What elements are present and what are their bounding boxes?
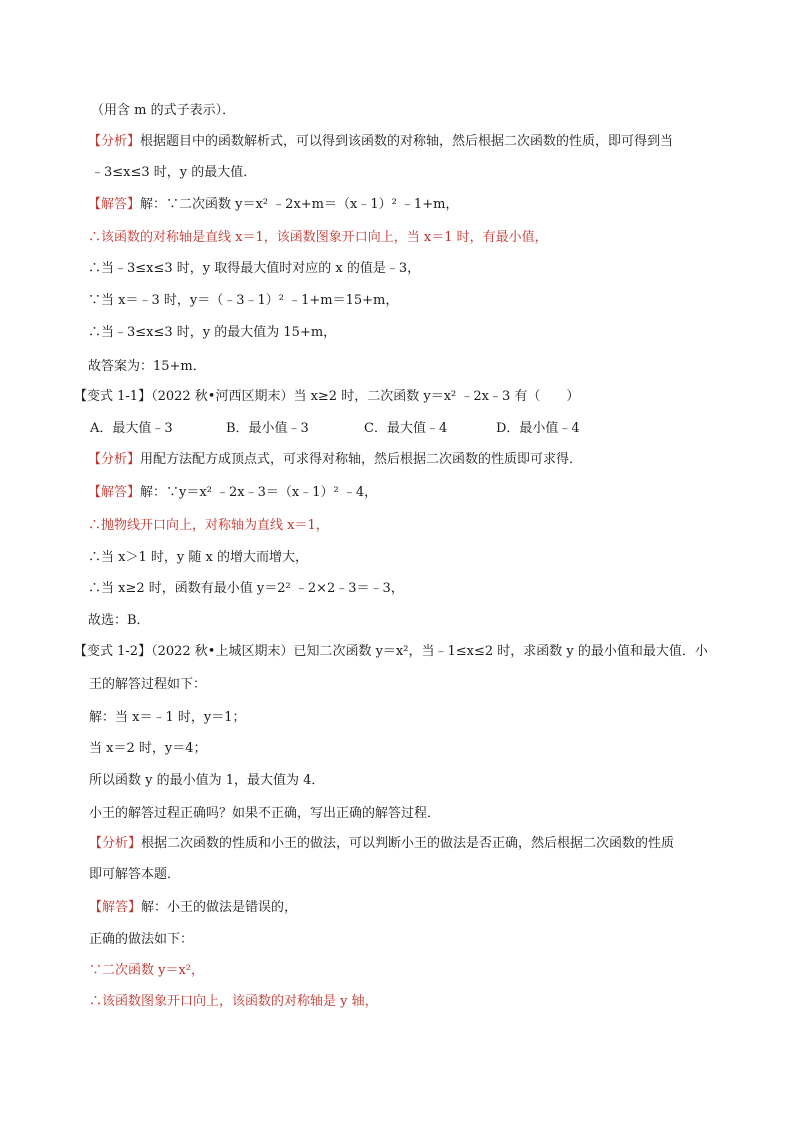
text-line [89,740,206,758]
line-text: ∴当﹣3≤x≤3 时，y 取得最大值时对应的 x 的值是﹣3， [88,261,421,276]
line-text: 解：∵二次函数 y＝x² ﹣2x+m＝（x﹣1）² ﹣1+m， [140,197,459,212]
section-tag: 【解答】 [89,900,142,915]
line-text: 根据二次函数的性质和小王的做法，可以判断小王的做法是否正确，然后根据二次函数的性质 [141,836,675,851]
choice-option: C．最大值﹣4 [364,421,448,436]
text-line [88,324,336,342]
line-text: 王的解答过程如下： [89,677,207,692]
line-text: 正确的做法如下： [89,932,194,947]
section-tag: 【分析】 [88,134,141,149]
section-tag: 【分析】 [88,452,141,467]
line-text: ﹣3≤x≤3 时，y 的最大值． [91,165,257,180]
text-line [89,805,440,823]
text-line [91,102,235,120]
line-text: 解：当 x＝﹣1 时，y＝1； [89,710,246,725]
line-text: ∴当﹣3≤x≤3 时，y 的最大值为 15+m， [88,325,337,340]
choice-option: D．最小值﹣4 [496,421,580,436]
text-line [88,549,308,567]
line-text: ∴该函数图象开口向上，该函数的对称轴是 y 轴， [89,994,378,1009]
line-text: 【变式 1-2】（2022 秋•上城区期末）已知二次函数 y＝x²，当﹣1≤x≤2 时，求函数 y 的最小值和最大值．小 [74,644,708,659]
line-text: ∴当 x＞1 时，y 随 x 的增大而增大， [88,550,308,565]
text-line [88,292,398,310]
line-text: 根据题目中的函数解析式，可以得到该函数的对称轴，然后根据二次函数的性质，即可得到当 [140,134,674,149]
text-line [74,388,579,406]
line-text: 小王的解答过程正确吗？如果不正确，写出正确的解答过程． [89,806,441,821]
text-line [74,643,708,661]
line-text: 所以函数 y 的最小值为 1，最大值为 4． [89,773,325,788]
text-line [89,866,180,884]
text-line [89,962,204,980]
text-line [88,358,206,376]
text-line [89,835,674,853]
line-text: 故选：B． [88,613,150,628]
text-line [89,772,324,790]
line-text: 故答案为：15+m． [88,359,206,374]
choice-option: A．最大值﹣3 [90,421,173,436]
text-line [88,260,420,278]
text-line [88,612,150,630]
line-text: 解：∵y＝x² ﹣2x﹣3＝（x﹣1）² ﹣4， [140,485,378,500]
text-line [88,229,548,247]
line-text: 即可解答本题． [89,867,181,882]
line-text: ∴该函数的对称轴是直线 x＝1，该函数图象开口向上，当 x＝1 时，有最小值， [88,230,548,245]
text-line [89,676,206,694]
text-line [88,484,377,502]
line-text: 当 x＝2 时，y＝4； [89,741,207,756]
line-text: 【变式 1-1】（2022 秋•河西区期末）当 x≥2 时，二次函数 y＝x² ﹣2x﹣3 有（ ） [74,389,580,404]
text-line [88,133,673,151]
text-line [88,451,582,469]
line-text: 用配方法配方成顶点式，可求得对称轴，然后根据二次函数的性质即可求得． [140,452,583,467]
section-tag: 【分析】 [89,836,142,851]
text-line [89,993,378,1011]
line-text: ∵二次函数 y＝x²， [89,963,205,978]
section-tag: 【解答】 [88,485,141,500]
line-text: ∴抛物线开口向上，对称轴为直线 x＝1， [88,518,329,533]
text-line [88,580,404,598]
text-line [91,164,256,182]
line-text: 解：小王的做法是错误的， [141,900,298,915]
text-line [89,709,245,727]
section-tag: 【解答】 [88,197,141,212]
line-text: ∵当 x＝﹣3 时，y＝（﹣3﹣1）² ﹣1+m＝15+m， [88,293,399,308]
text-line [88,196,458,214]
line-text: ∴当 x≥2 时，函数有最小值 y＝2² ﹣2×2﹣3＝﹣3， [88,581,404,596]
line-text: （用含 m 的式子表示）． [91,103,236,118]
text-line [88,517,329,535]
text-line [89,899,297,917]
choice-option: B．最小值﹣3 [226,421,309,436]
text-line [89,931,193,949]
